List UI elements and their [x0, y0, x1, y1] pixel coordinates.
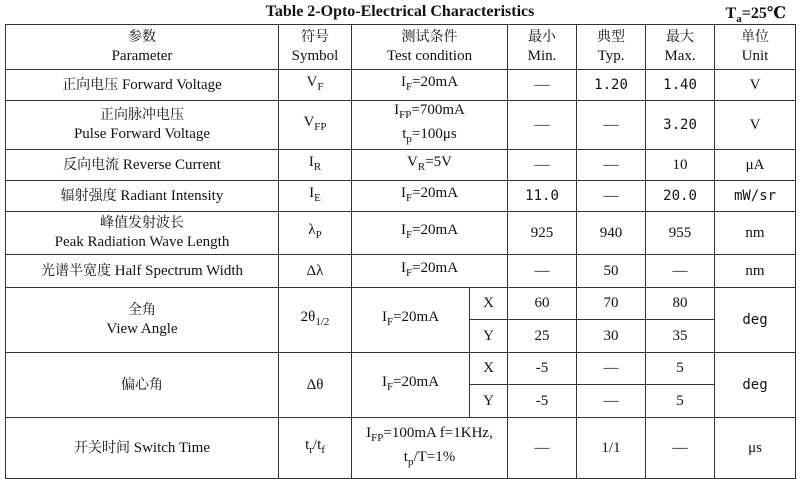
typ-value: 30 — [577, 320, 646, 353]
table-row — [6, 70, 796, 101]
test-condition-cell: $I_{FP}=700mA$ $t_p=100\mu s$ — [352, 101, 508, 150]
header-unit: 单位 Unit — [715, 25, 796, 70]
header-typ: 典型 Typ. — [577, 25, 646, 70]
table-row — [6, 150, 796, 181]
typ-value: — — [577, 385, 646, 418]
header-symbol: 符号 Symbol — [279, 25, 352, 70]
param-radiant-intensity: 辐射强度 Radiant Intensity — [6, 181, 279, 212]
max-value: 80 — [646, 288, 715, 320]
symbol-cell: Δθ — [279, 353, 352, 418]
test-condition-cell: $I_F=20mA$ — [352, 181, 508, 212]
table-row — [6, 288, 796, 320]
table-row — [6, 255, 796, 288]
test-condition-cell: $V_R=5V$ — [352, 150, 508, 181]
typ-value: — — [577, 181, 646, 212]
min-value: 11.0 — [508, 181, 577, 212]
max-value: 20.0 — [646, 181, 715, 212]
param-forward-voltage: 正向电压 Forward Voltage — [6, 70, 279, 101]
table-row — [6, 353, 796, 385]
unit-value: deg — [715, 288, 796, 353]
min-value: 60 — [508, 288, 577, 320]
typ-value: 1/1 — [577, 418, 646, 479]
min-value: — — [508, 101, 577, 150]
test-condition-cell: $I_F=20mA$ — [352, 70, 508, 101]
unit-value: mW/sr — [715, 181, 796, 212]
param-half-spectrum-width: 光谱半宽度 Half Spectrum Width — [6, 255, 279, 288]
axis-x-label: X — [470, 288, 508, 320]
max-value: 955 — [646, 212, 715, 255]
ambient-temperature: $T_a=25℃$ — [725, 5, 786, 26]
max-value: — — [646, 255, 715, 288]
opto-electrical-table — [5, 24, 796, 479]
max-value: 1.40 — [646, 70, 715, 101]
typ-value: 50 — [577, 255, 646, 288]
symbol-cell: $V_F$ — [279, 70, 352, 101]
test-condition-cell: $I_F=20mA$ — [352, 288, 470, 353]
symbol-cell: $V_{FP}$ — [279, 101, 352, 150]
min-value: -5 — [508, 353, 577, 385]
title-row — [0, 0, 800, 24]
min-value: 25 — [508, 320, 577, 353]
header-test-condition: 测试条件 Test condition — [352, 25, 508, 70]
min-value: — — [508, 70, 577, 101]
test-condition-cell: $I_F=20mA$ — [352, 255, 508, 288]
test-condition-cell: $I_{FP}=100mA$ f=1KHz, $t_p/T=1\%$ — [352, 418, 508, 479]
min-value: — — [508, 418, 577, 479]
table-row — [6, 418, 796, 479]
header-max: 最大 Max. — [646, 25, 715, 70]
typ-value: 1.20 — [577, 70, 646, 101]
table-title: Table 2-Opto-Electrical Characteristics — [265, 3, 535, 20]
table-row — [6, 101, 796, 150]
param-eccentric-angle: 偏心角 — [6, 353, 279, 418]
typ-value: — — [577, 101, 646, 150]
min-value: — — [508, 255, 577, 288]
max-value: — — [646, 418, 715, 479]
param-pulse-forward-voltage: 正向脉冲电压 Pulse Forward Voltage — [6, 101, 279, 150]
typ-value: — — [577, 353, 646, 385]
table-row — [6, 212, 796, 255]
min-value: 925 — [508, 212, 577, 255]
symbol-cell: $I_E$ — [279, 181, 352, 212]
max-value: 10 — [646, 150, 715, 181]
param-peak-wavelength: 峰值发射波长 Peak Radiation Wave Length — [6, 212, 279, 255]
test-condition-cell: $I_F=20mA$ — [352, 212, 508, 255]
symbol-cell: $I_R$ — [279, 150, 352, 181]
table-row — [6, 181, 796, 212]
axis-x-label: X — [470, 353, 508, 385]
test-condition-cell: $I_F=20mA$ — [352, 353, 470, 418]
max-value: 5 — [646, 353, 715, 385]
typ-value: 70 — [577, 288, 646, 320]
param-reverse-current: 反向电流 Reverse Current — [6, 150, 279, 181]
min-value: -5 — [508, 385, 577, 418]
header-min: 最小 Min. — [508, 25, 577, 70]
max-value: 3.20 — [646, 101, 715, 150]
symbol-cell: $2\theta_{1/2}$ — [279, 288, 352, 353]
unit-value: μs — [715, 418, 796, 479]
unit-value: V — [715, 101, 796, 150]
unit-value: μA — [715, 150, 796, 181]
param-switch-time: 开关时间 Switch Time — [6, 418, 279, 479]
unit-value: nm — [715, 212, 796, 255]
param-view-angle: 全角 View Angle — [6, 288, 279, 353]
unit-value: nm — [715, 255, 796, 288]
typ-value: — — [577, 150, 646, 181]
min-value: — — [508, 150, 577, 181]
axis-y-label: Y — [470, 320, 508, 353]
symbol-cell: $\lambda_P$ — [279, 212, 352, 255]
header-row — [6, 25, 796, 70]
symbol-cell: $t_r/t_f$ — [279, 418, 352, 479]
header-parameter: 参数 Parameter — [6, 25, 279, 70]
symbol-cell: Δλ — [279, 255, 352, 288]
unit-value: V — [715, 70, 796, 101]
unit-value: deg — [715, 353, 796, 418]
max-value: 5 — [646, 385, 715, 418]
typ-value: 940 — [577, 212, 646, 255]
axis-y-label: Y — [470, 385, 508, 418]
max-value: 35 — [646, 320, 715, 353]
